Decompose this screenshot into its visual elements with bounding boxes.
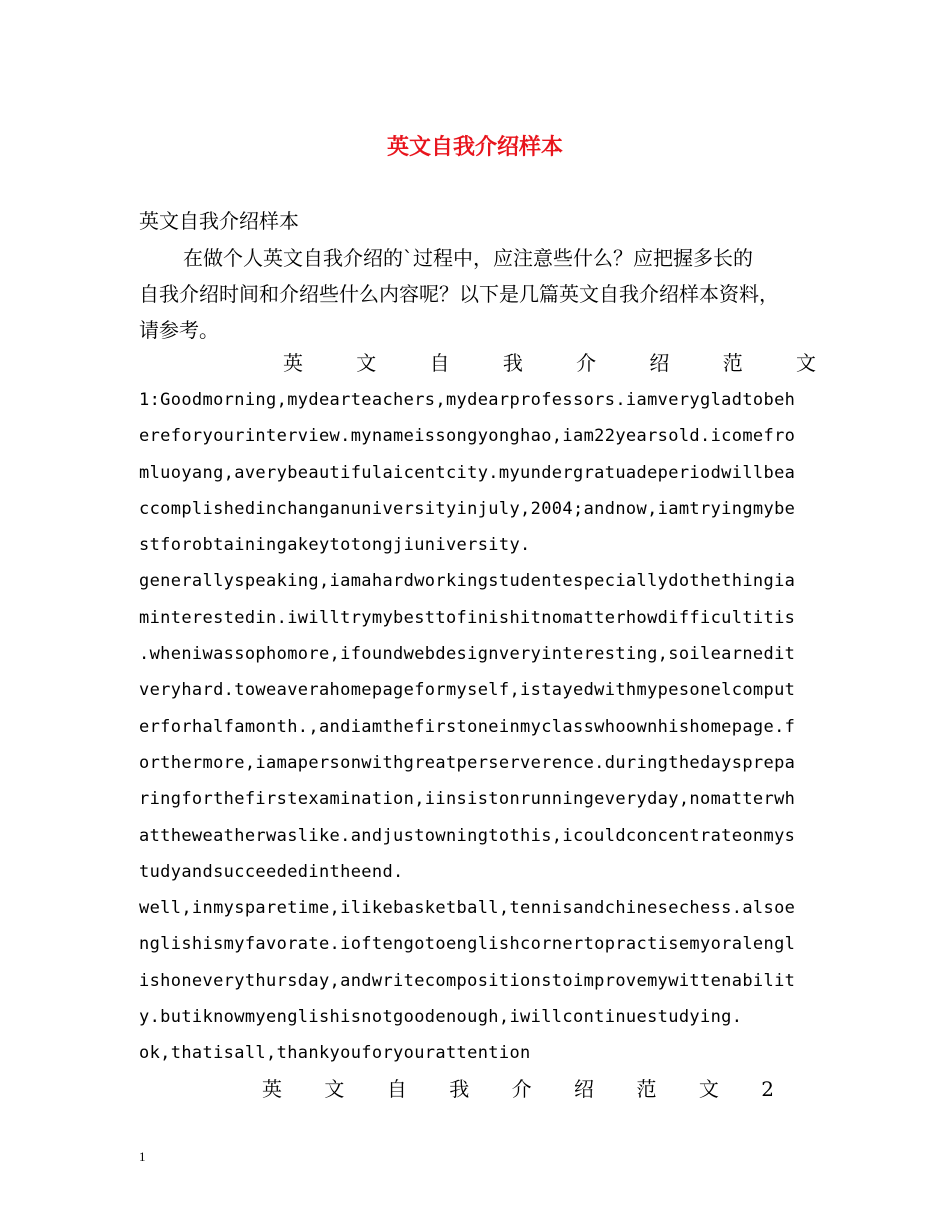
body-line: .wheniwassophomore,ifoundwebdesignveryinteresting,soilearnedit (139, 644, 796, 665)
body-line: ereforyourinterview.mynameissongyonghao,iam22yearsold.icomefro (139, 426, 796, 447)
page-number: 1 (139, 1149, 146, 1164)
heading-char: 英 (283, 351, 303, 375)
body-line: y.butiknowmyenglishisnotgoodenough,iwillcontinuestudying. (139, 1007, 743, 1028)
heading-char: 文 (356, 351, 377, 375)
body-line: well,inmysparetime,ilikebasketball,tennisandchinesechess.alsoe (139, 898, 796, 919)
body-line: generallyspeaking,iamahardworkingstudentespeciallydothethingia (139, 571, 796, 592)
body-line: mluoyang,averybeautifulaicentcity.myundergratuadeperiodwillbea (139, 462, 796, 483)
sample-text-body (139, 382, 829, 1072)
heading-char: 自 (429, 351, 450, 375)
heading-char: 自 (386, 1077, 407, 1101)
heading-char: 介 (511, 1077, 532, 1101)
heading-char: 英 (262, 1077, 282, 1101)
intro-paragraph (139, 240, 819, 348)
body-line: attheweatherwaslike.andjustowningtothis,icouldconcentrateonmys (139, 825, 796, 846)
intro-line: 自我介绍时间和介绍些什么内容呢？以下是几篇英文自我介绍样本资料， (139, 282, 779, 306)
heading-char: 范 (636, 1077, 657, 1101)
intro-line: 请参考。 (139, 318, 219, 342)
body-line: ccomplishedinchanganuniversityinjuly,2004;andnow,iamtryingmybe (139, 498, 796, 519)
body-line: veryhard.toweaverahomepageformyself,istayedwithmypesonelcomput (139, 680, 796, 701)
heading-char: 文 (795, 351, 816, 375)
body-line: orthermore,iamapersonwithgreatperserverence.duringthedaysprepa (139, 752, 796, 773)
body-line: ringforthefirstexamination,iinsistonrunningeveryday,nomatterwh (139, 789, 796, 810)
body-line: ishoneverythursday,andwritecompositionstoimprovemywittenabilit (139, 970, 796, 991)
body-line: ok,thatisall,thankyouforyourattention (139, 1043, 531, 1064)
heading-char: 我 (502, 351, 523, 375)
body-line: 1:Goodmorning,mydearteachers,mydearprofessors.iamverygladtobeh (139, 390, 796, 410)
body-line: stforobtainingakeytotongjiuniversity. (139, 535, 531, 556)
body-line: nglishismyfavorate.ioftengotoenglishcornertopractisemyoralengl (139, 934, 796, 955)
heading-char: 范 (722, 351, 743, 375)
intro-line: 在做个人英文自我介绍的`过程中，应注意些什么？应把握多长的 (183, 246, 753, 270)
body-line: tudyandsucceededintheend. (139, 861, 404, 882)
heading-char: 绍 (649, 351, 670, 375)
heading-char: 介 (576, 351, 597, 375)
heading-char: 文 (698, 1077, 719, 1101)
body-line: erforhalfamonth.,andiamthefirstoneinmyclasswhoownhishomepage.f (139, 716, 796, 737)
section-heading-1 (283, 348, 816, 378)
heading-char: 绍 (574, 1077, 595, 1101)
subheading: 英文自我介绍样本 (139, 209, 299, 233)
page-title: 英文自我介绍样本 (386, 134, 563, 160)
heading-char: 我 (449, 1077, 470, 1101)
section-heading-2 (262, 1074, 774, 1104)
heading-char: 文 (324, 1077, 345, 1101)
body-line: minterestedin.iwilltrymybesttofinishitnomatterhowdifficultitis (139, 607, 796, 628)
heading-char: 2 (761, 1077, 774, 1101)
